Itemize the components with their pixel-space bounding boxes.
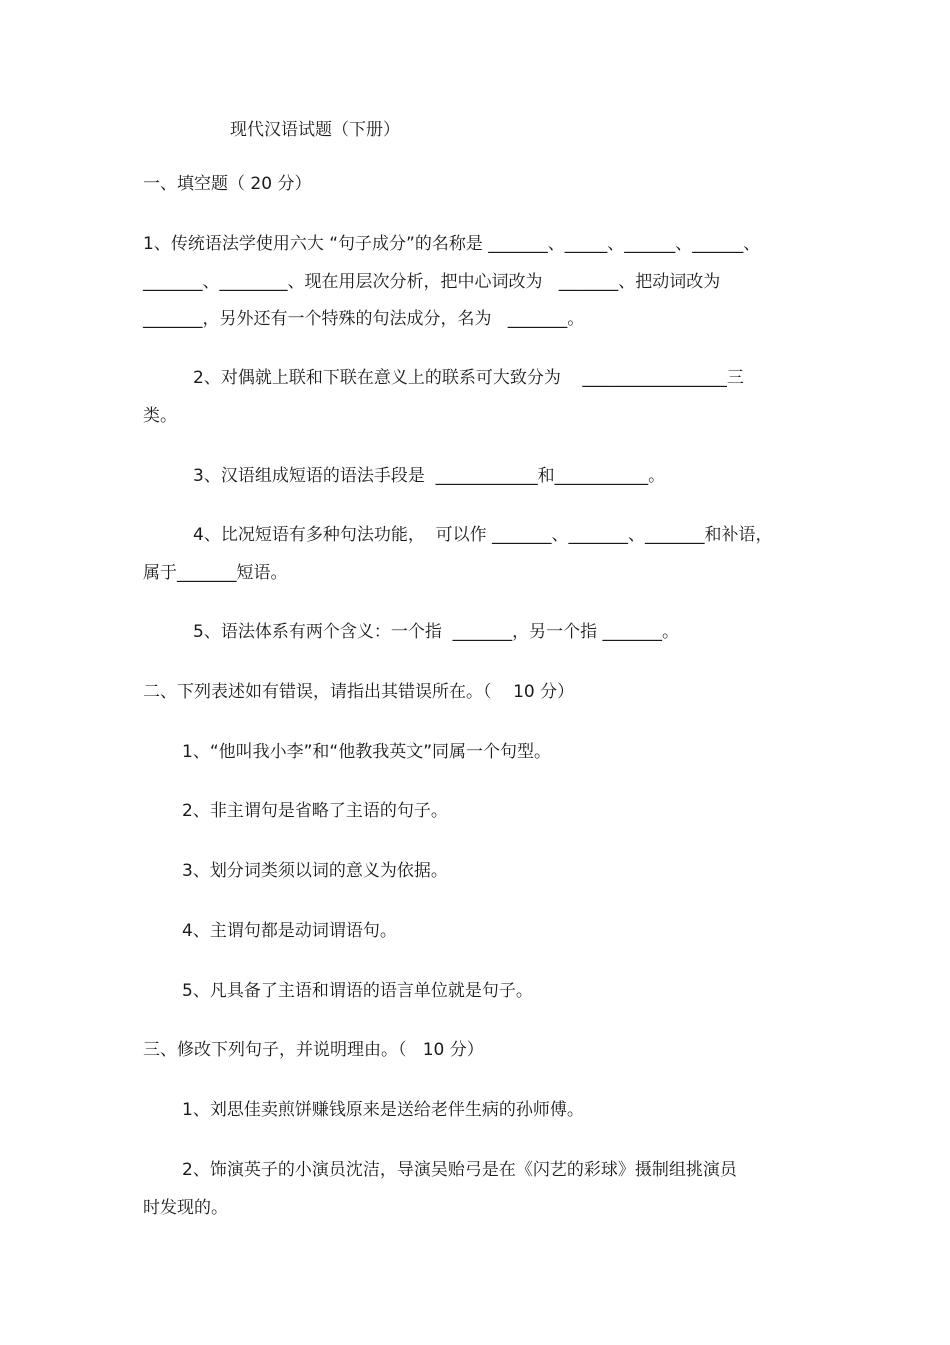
sentence-3-2-line-2: 时发现的。: [143, 1198, 228, 1218]
page-title: 现代汉语试题（下册）: [230, 120, 400, 140]
question-1-1-line-3: _______，另外还有一个特殊的句法成分，名为 _______。: [143, 309, 585, 329]
sentence-3-1: 1、刘思佳卖煎饼赚钱原来是送给老伴生病的孙师傅。: [182, 1100, 584, 1120]
question-1-1-line-2: _______、________、现在用层次分析，把中心词改为 _______、把动词改为: [143, 272, 721, 292]
section-3-heading: 三、修改下列句子，并说明理由。（ 10 分）: [143, 1040, 484, 1060]
sentence-3-2-line-1: 2、饰演英子的小演员沈洁，导演吴贻弓是在《闪艺的彩球》摄制组挑演员: [182, 1160, 737, 1180]
statement-2-2: 2、非主谓句是省略了主语的句子。: [182, 801, 448, 821]
statement-2-3: 3、划分词类须以词的意义为依据。: [182, 861, 448, 881]
question-1-3: 3、汉语组成短语的语法手段是 ____________和___________。: [193, 466, 666, 486]
section-2-heading: 二、下列表述如有错误，请指出其错误所在。（ 10 分）: [143, 682, 575, 702]
question-1-4-line-2: 属于_______短语。: [143, 563, 288, 583]
question-1-4-line-1: 4、比况短语有多种句法功能， 可以作 _______、_______、_______和补语，: [193, 525, 773, 545]
statement-2-4: 4、主谓句都是动词谓语句。: [182, 921, 397, 941]
statement-2-1: 1、“他叫我小李”和“他教我英文”同属一个句型。: [182, 742, 552, 762]
question-1-5: 5、语法体系有两个含义：一个指 _______，另一个指 _______。: [193, 622, 680, 642]
question-1-1-line-1: 1、传统语法学使用六大 “句子成分”的名称是 _______、_____、______、______、: [143, 234, 761, 254]
question-1-2-line-2: 类。: [143, 406, 177, 426]
statement-2-5: 5、凡具备了主语和谓语的语言单位就是句子。: [182, 981, 533, 1001]
question-1-2-line-1: 2、对偶就上联和下联在意义上的联系可大致分为 _________________三: [193, 368, 744, 388]
section-1-heading: 一、填空题（ 20 分）: [143, 174, 312, 194]
